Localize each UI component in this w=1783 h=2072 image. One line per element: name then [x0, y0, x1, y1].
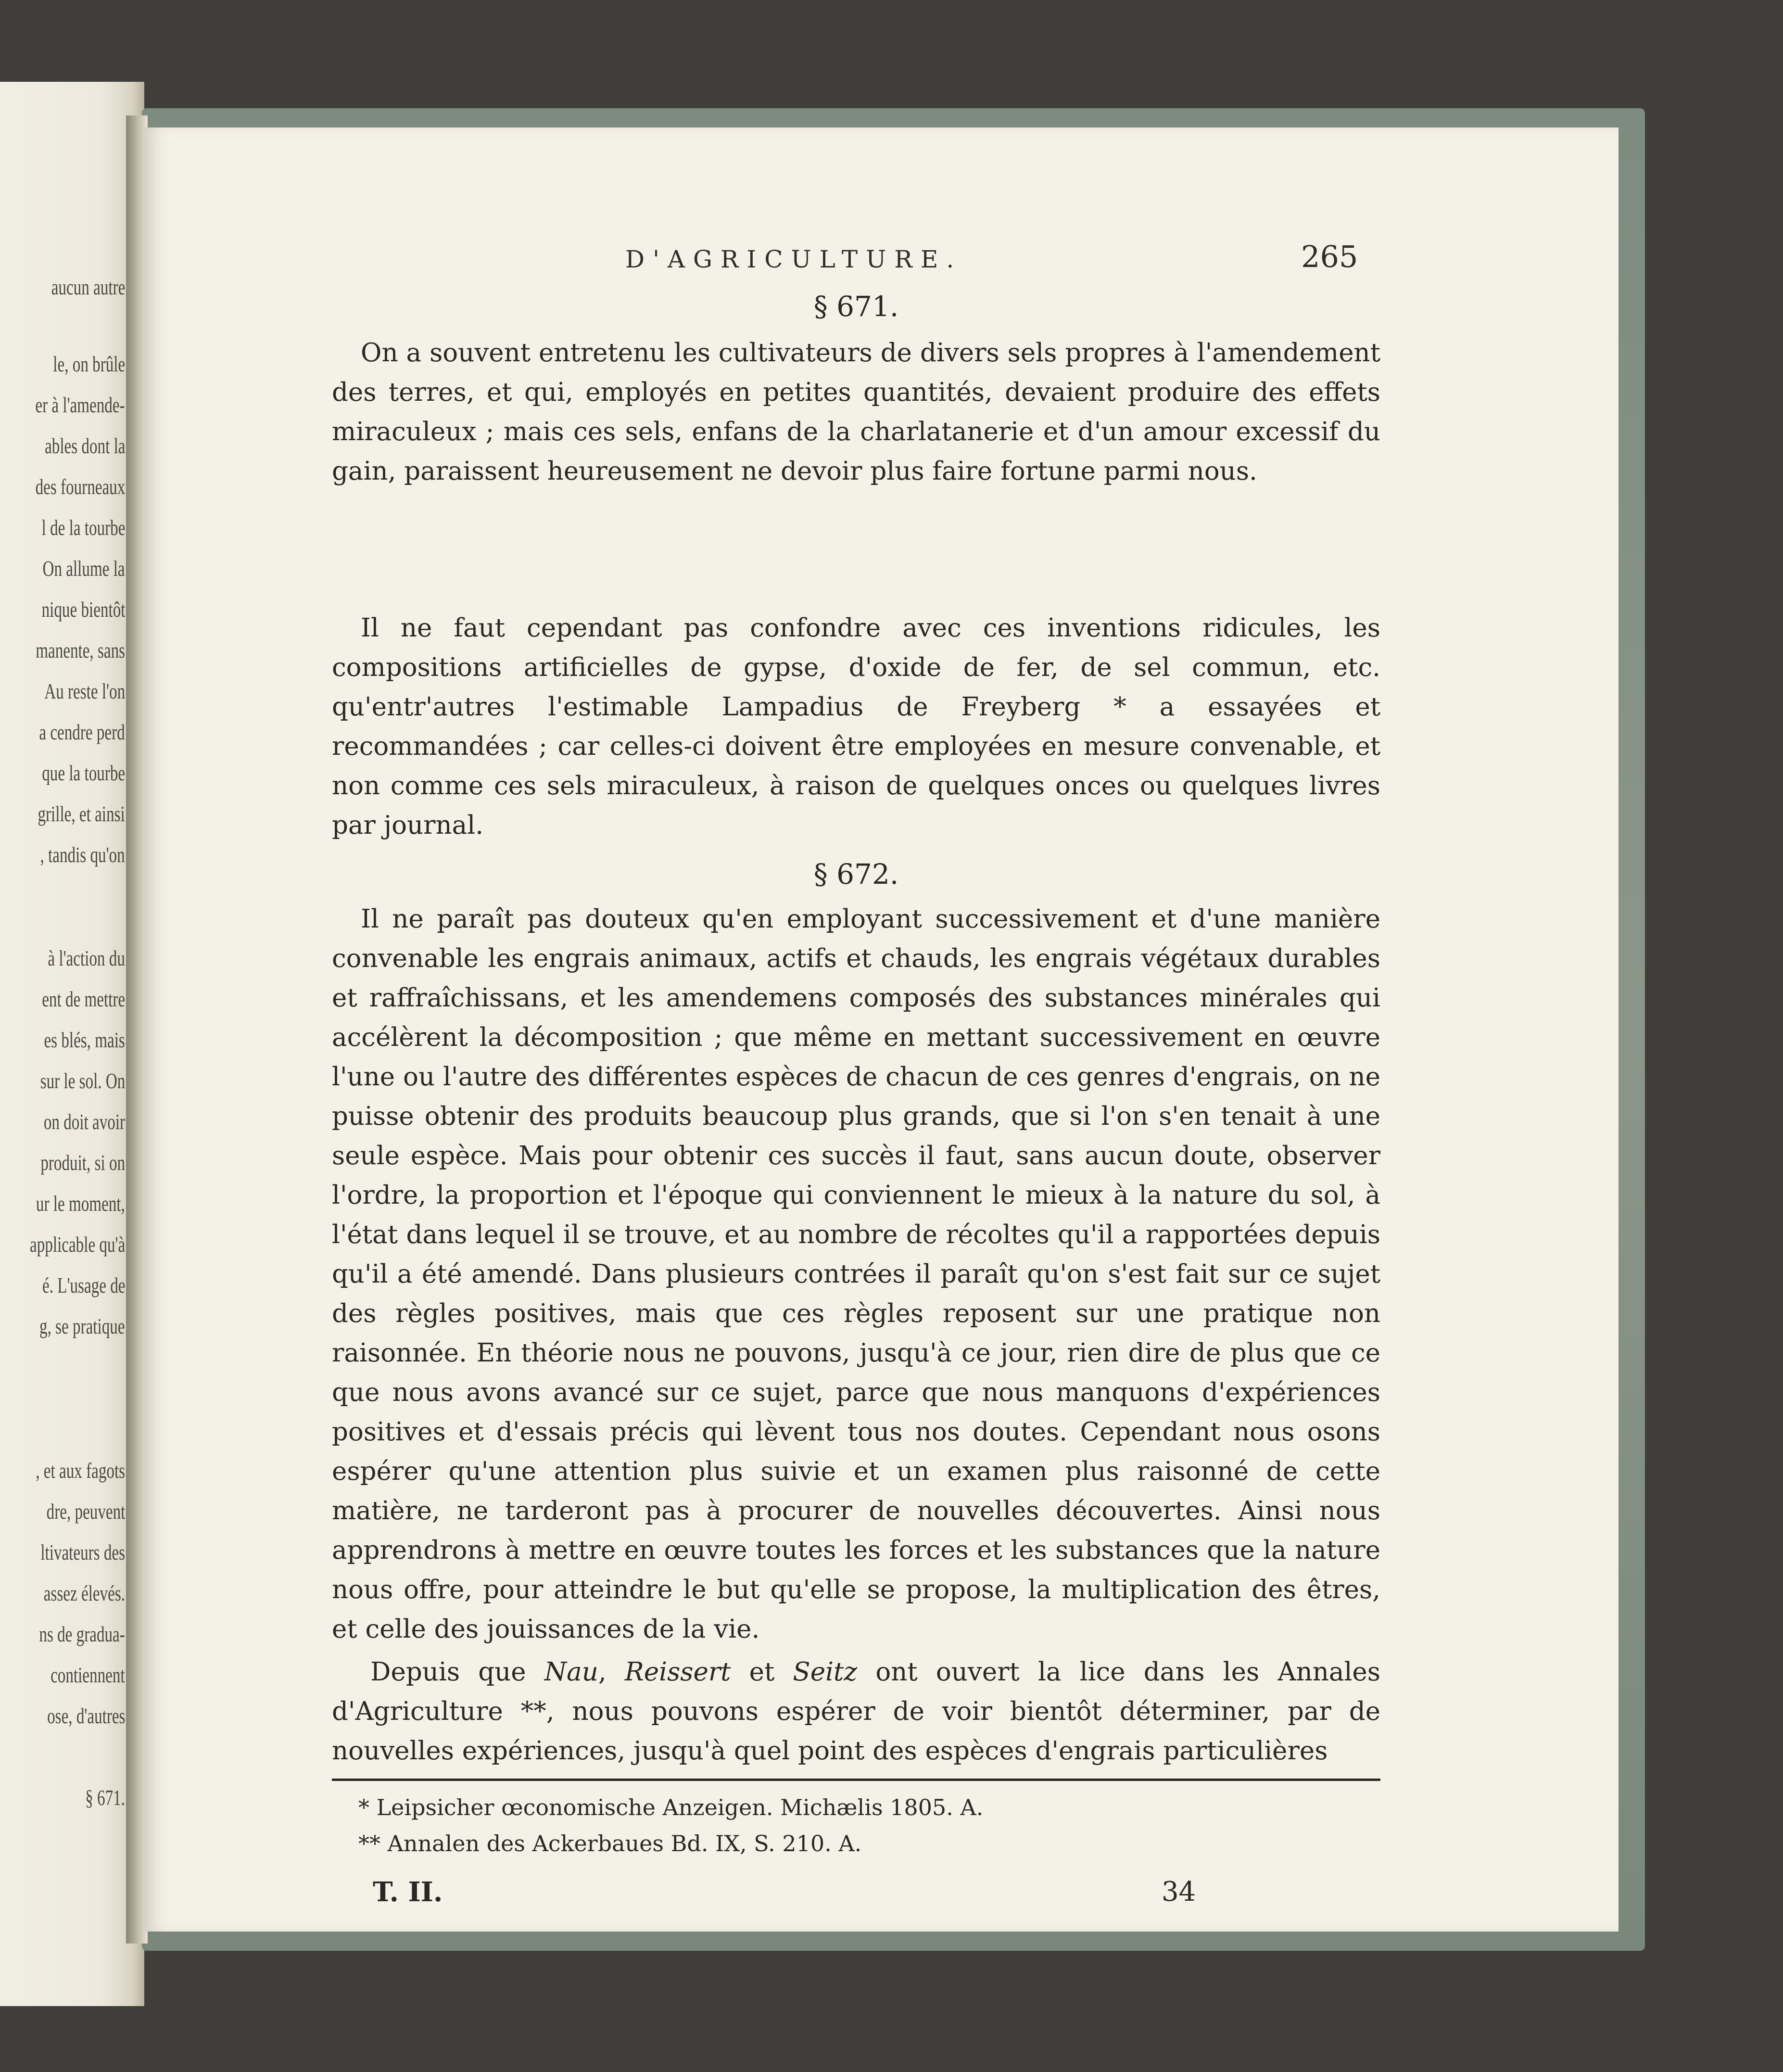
left-page-fragment: g, se pratique [39, 1314, 125, 1338]
left-page-fragment: manente, sans [36, 638, 125, 662]
left-page-fragment: es blés, mais [44, 1028, 125, 1052]
left-page-fragment: ns de gradua- [39, 1622, 125, 1646]
left-page-fragment: que la tourbe [42, 761, 125, 785]
running-head: D'AGRICULTURE. [625, 245, 962, 273]
left-page-fragment: nique bientôt [41, 597, 125, 622]
left-page-fragment: on doit avoir [43, 1109, 125, 1134]
left-page-fragment: des fourneaux [35, 474, 125, 499]
left-page-fragment: contiennent [51, 1663, 125, 1687]
left-page-fragment: dre, peuvent [46, 1499, 125, 1524]
left-page-fragment: ent de mettre [42, 987, 125, 1011]
section-mark: § 672. [813, 858, 899, 890]
paragraph-text: , [598, 1657, 625, 1687]
signature-mark: T. II. [373, 1876, 443, 1908]
author-name: Reissert [624, 1657, 731, 1687]
left-page-fragment: er à l'amende- [35, 393, 125, 417]
paragraph: On a souvent entretenu les cultivateurs de divers sels propres à l'amendement des terres, et qui, employés en petites quantités, devaient produire des effets miraculeux ; mais ces sels, enfans de la charlatanerie et d'un amour excessif du gain, paraissent heureusement ne devoir plus faire fortune parmi nous. [332, 338, 1380, 486]
footnote: * Leipsicher œconomische Anzeigen. Michælis 1805. A. [358, 1794, 984, 1820]
left-facing-page [0, 82, 144, 2006]
author-name: Nau [544, 1657, 598, 1687]
author-name: Seitz [793, 1657, 858, 1687]
left-page-fragment: Au reste l'on [44, 679, 125, 703]
left-page-fragment: , tandis qu'on [40, 842, 125, 867]
left-page-fragment: applicable qu'à [29, 1232, 125, 1257]
paragraph [332, 1653, 1380, 1771]
paragraph-text: ont ouvert la lice dans les Annales d'Agriculture **, nous pouvons espérer de voir bientôt déterminer, par de nouvelles expériences, jusqu'à quel point des espèces d'engrais particulières [332, 1657, 1380, 1766]
footnote-rule [332, 1779, 1380, 1781]
left-page-fragment: a cendre perd [39, 720, 125, 744]
left-page-fragment: é. L'usage de [42, 1273, 125, 1297]
signature-number: 34 [1162, 1876, 1196, 1907]
paragraph-text: Depuis que [370, 1657, 544, 1687]
left-page-fragment: grille, et ainsi [38, 801, 125, 826]
paragraph: Il ne faut cependant pas confondre avec ces inventions ridicules, les compositions artificielles de gypse, d'oxide de fer, de sel commun, etc. qu'entr'autres l'estimable Lampadius de Freyberg * a essayées et recommandées ; car celles-ci doivent être employées en mesure convenable, et non comme ces sels miraculeux, à raison de quelques onces ou quelques livres par journal. [332, 613, 1380, 840]
left-page-fragment: le, on brûle [53, 352, 125, 376]
paragraph: Il ne paraît pas douteux qu'en employant successivement et d'une manière convenable les engrais animaux, actifs et chauds, les engrais végétaux durables et raffraîchissans, et les amendemens composés des substances minérales qui accélèrent la décomposition ; que même en mettant successivement en œuvre l'une ou l'autre des différentes espèces de chacun de ces genres d'engrais, on ne puisse obtenir des produits beaucoup plus grands, que si l'on s'en tenait à une seule espèce. Mais pour obtenir ces succès il faut, sans aucun doute, observer l'ordre, la proportion et l'époque qui conviennent le mieux à la nature du sol, à l'état dans lequel il se trouve, et au nombre de récoltes qu'il a rapportées depuis qu'il a été amendé. Dans plusieurs contrées il paraît qu'on s'est fait sur ce sujet des règles positives, mais que ces règles reposent sur une pratique non raisonnée. En théorie nous ne pouvons, jusqu'à ce jour, rien dire de plus que ce que nous avons avancé sur ce sujet, parce que nous manquons d'expériences positives et d'essais précis qui lèvent tous nos doutes. Cependant nous osons espérer qu'une attention plus suivie et un examen plus raisonné de cette matière, ne tarderont pas à procurer de nouvelles découvertes. Ainsi nous apprendrons à mettre en œuvre toutes les forces et les substances que la nature nous offre, pour atteindre le but qu'elle se propose, la multiplication des êtres, et celle des jouissances de la vie. [332, 904, 1380, 1644]
left-page-fragment: ltivateurs des [40, 1540, 125, 1564]
left-page-fragment: assez élevés. [43, 1581, 125, 1605]
left-page-fragment: sur le sol. On [40, 1068, 125, 1093]
left-page-fragment: l de la tourbe [41, 515, 125, 540]
left-page-fragment: ur le moment, [36, 1191, 125, 1216]
left-page-fragment: produit, si on [40, 1150, 125, 1175]
book-page [144, 127, 1619, 1932]
page-number: 265 [1301, 239, 1358, 274]
left-page-fragment: ables dont la [44, 433, 125, 458]
left-page-fragment: ose, d'autres [47, 1703, 125, 1728]
footnote: ** Annalen des Ackerbaues Bd. IX, S. 210. A. [358, 1830, 862, 1856]
left-page-fragment: § 671. [85, 1785, 125, 1810]
left-page-fragment: , et aux fagots [36, 1458, 125, 1483]
left-page-fragment: On allume la [42, 556, 125, 581]
left-page-fragment: à l'action du [48, 946, 125, 970]
section-mark: § 671. [813, 290, 899, 323]
paragraph-text: et [731, 1657, 793, 1687]
left-page-fragment: aucun autre [51, 275, 125, 299]
